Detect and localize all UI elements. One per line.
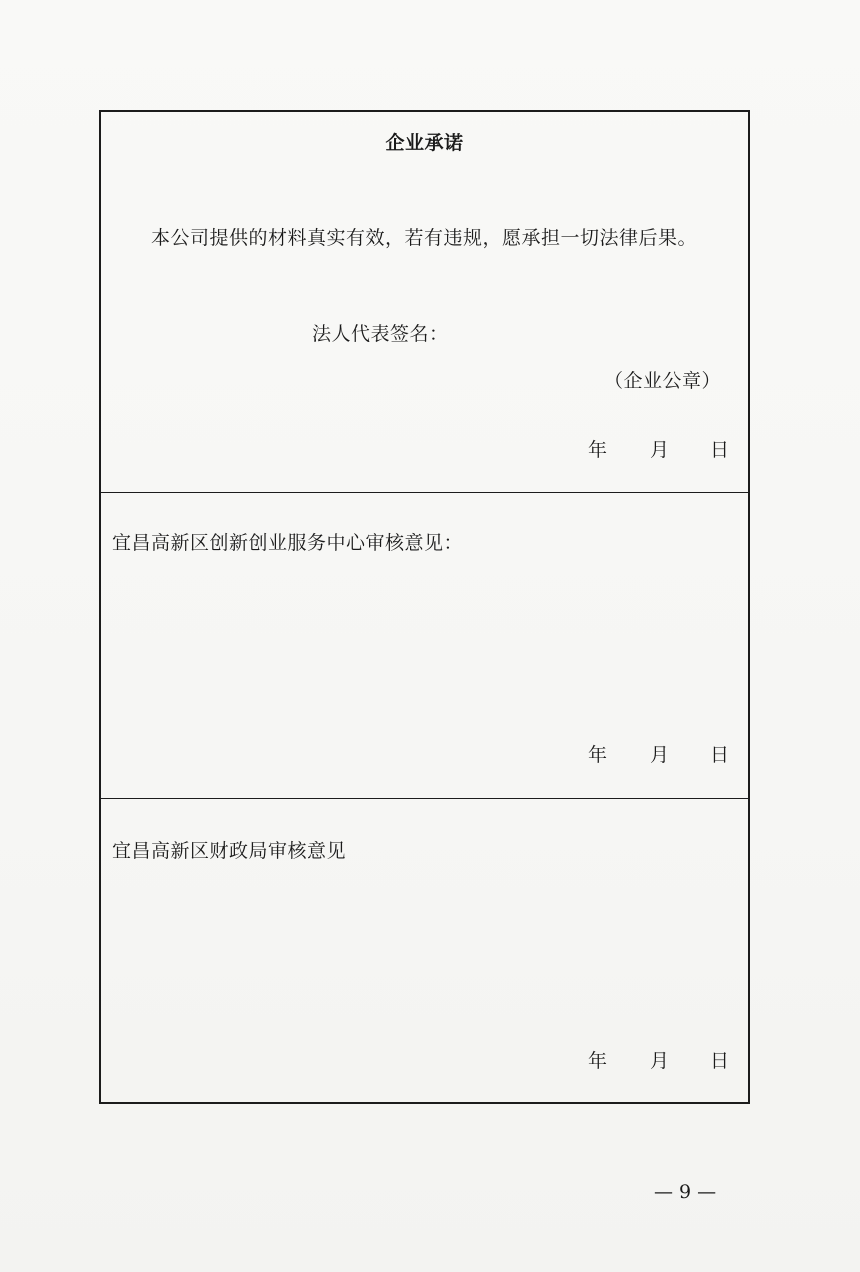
- date-day: 日: [710, 744, 730, 766]
- signature-label: 法人代表签名：: [312, 323, 449, 345]
- date-year: 年: [588, 1050, 608, 1072]
- commitment-section: [101, 112, 748, 493]
- finance-review-label: 宜昌高新区财政局审核意见: [112, 840, 347, 862]
- innovation-review-section: [101, 493, 748, 799]
- commitment-statement: 本公司提供的材料真实有效，若有违规，愿承担一切法律后果。: [151, 227, 698, 249]
- date-month: 月: [650, 744, 670, 766]
- date-day: 日: [710, 1050, 730, 1072]
- commitment-title: 企业承诺: [385, 132, 464, 154]
- commitment-date: [588, 435, 748, 459]
- innovation-review-label: 宜昌高新区创新创业服务中心审核意见：: [112, 532, 464, 554]
- date-month: 月: [650, 439, 670, 461]
- page-number: — 9 —: [654, 1181, 717, 1203]
- date-year: 年: [588, 439, 608, 461]
- form-table: [99, 110, 750, 1104]
- finance-review-date: [588, 1046, 748, 1070]
- date-day: 日: [710, 439, 730, 461]
- innovation-review-date: [588, 740, 748, 764]
- finance-review-section: [101, 799, 748, 1104]
- date-month: 月: [650, 1050, 670, 1072]
- seal-label: （企业公章）: [603, 370, 721, 392]
- date-year: 年: [588, 744, 608, 766]
